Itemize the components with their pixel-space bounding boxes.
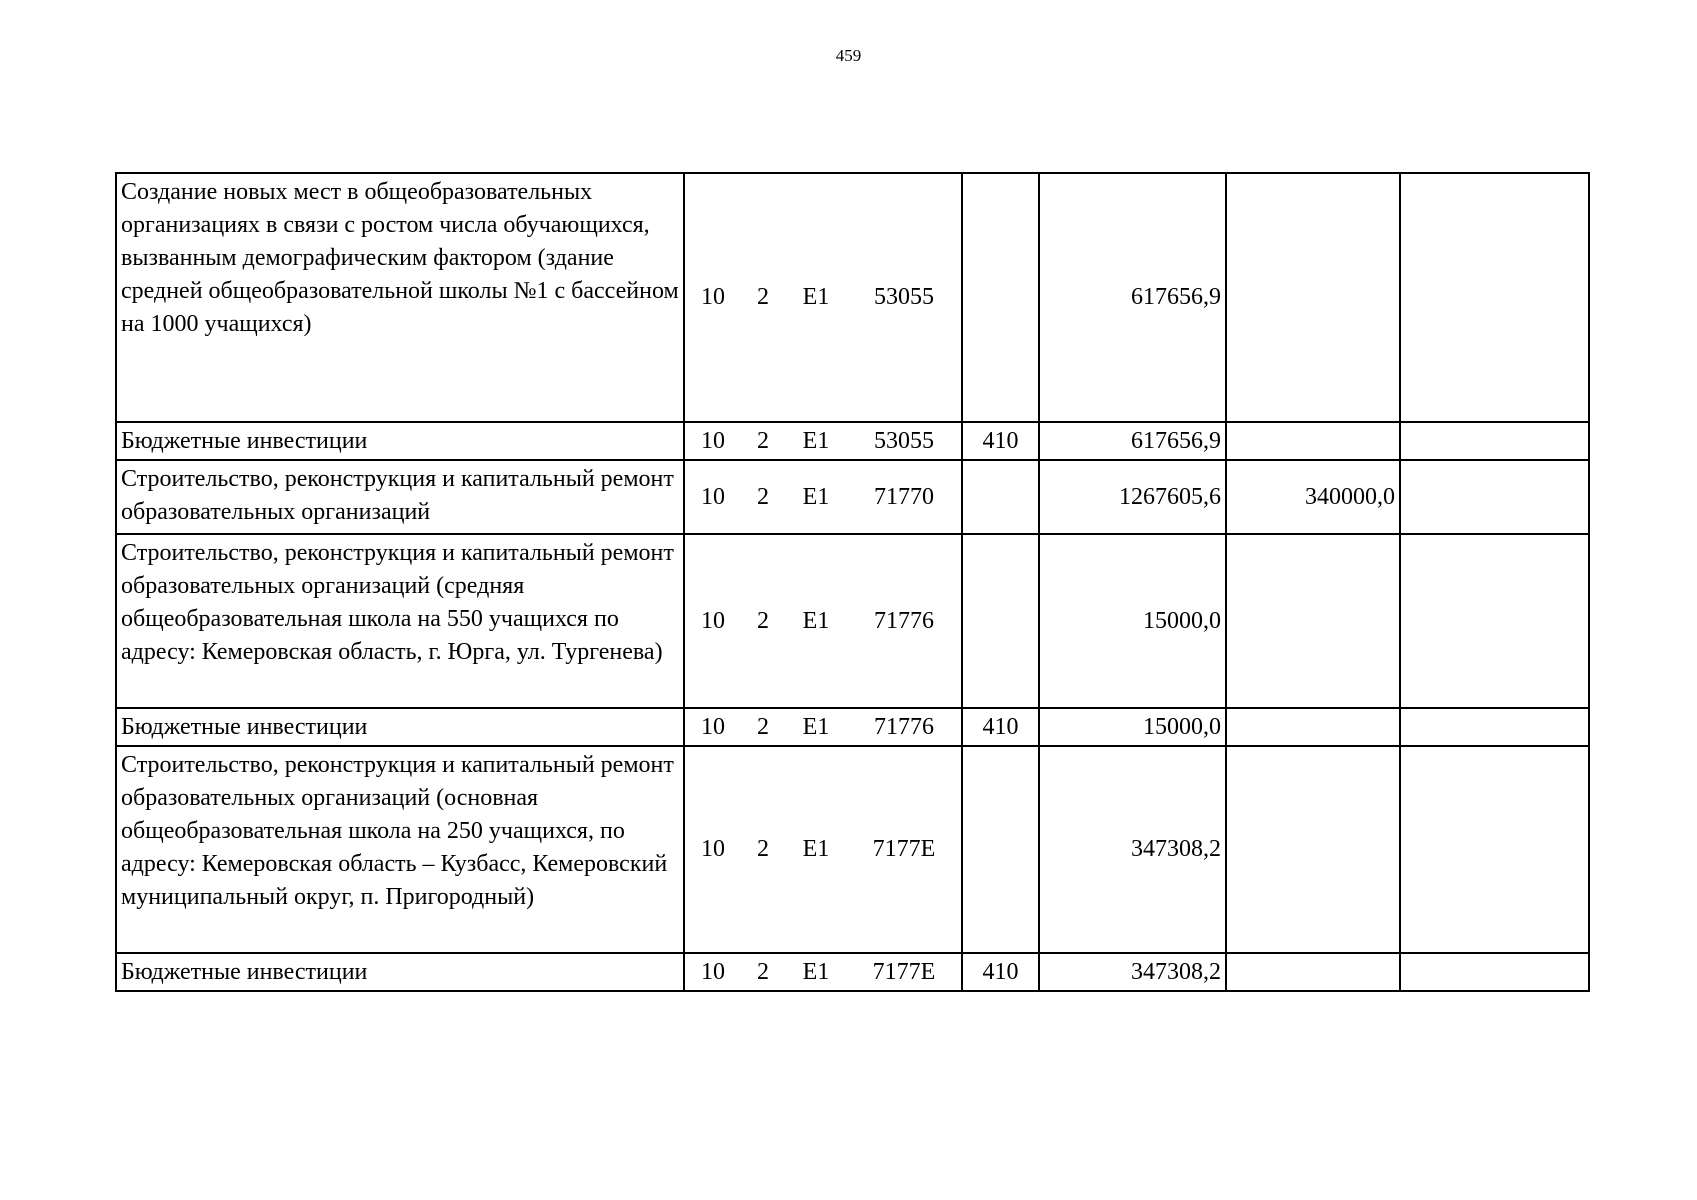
program-code: Е1 bbox=[802, 713, 830, 740]
row-name: Строительство, реконструкция и капитальный ремонт образовательных организаций (средняя общеобразовательная школа на 550 учащихся по адресу: Кемеровская область, г. Юрга, ул. Тургенева) bbox=[116, 534, 684, 708]
amount-2 bbox=[1226, 953, 1400, 991]
budget-table bbox=[115, 172, 1590, 992]
row-name: Строительство, реконструкция и капитальный ремонт образовательных организаций (основная общеобразовательная школа на 250 учащихся, по адресу: Кемеровская область – Кузбасс, Кемеровский муниципальный округ, п. Пригородный) bbox=[116, 746, 684, 953]
article-code: 71776 bbox=[874, 607, 934, 634]
program-code: Е1 bbox=[802, 836, 830, 862]
amount-1: 347308,2 bbox=[1039, 953, 1226, 991]
subsection-code: 2 bbox=[757, 483, 769, 510]
amount-2: 340000,0 bbox=[1226, 460, 1400, 534]
table-row bbox=[116, 173, 1589, 422]
amount-1: 617656,9 bbox=[1039, 422, 1226, 460]
subsection-code: 2 bbox=[757, 284, 769, 310]
amount-3 bbox=[1400, 534, 1589, 708]
expense-type bbox=[962, 173, 1039, 422]
subsection-code: 2 bbox=[757, 427, 769, 454]
table-row bbox=[116, 708, 1589, 746]
program-code: Е1 bbox=[802, 958, 830, 985]
subsection-code: 2 bbox=[757, 713, 769, 740]
amount-2 bbox=[1226, 708, 1400, 746]
section-code: 10 bbox=[701, 958, 725, 985]
amount-3 bbox=[1400, 953, 1589, 991]
article-code: 71770 bbox=[874, 483, 934, 510]
section-code: 10 bbox=[701, 607, 725, 634]
article-code: 53055 bbox=[874, 284, 934, 310]
row-name: Бюджетные инвестиции bbox=[116, 953, 684, 991]
section-code: 10 bbox=[701, 836, 725, 862]
row-name: Строительство, реконструкция и капитальный ремонт образовательных организаций bbox=[116, 460, 684, 534]
amount-1: 15000,0 bbox=[1039, 534, 1226, 708]
article-code: 71776 bbox=[874, 713, 934, 740]
table-row bbox=[116, 534, 1589, 708]
expense-type: 410 bbox=[962, 953, 1039, 991]
article-code: 7177Е bbox=[872, 958, 936, 985]
amount-1: 347308,2 bbox=[1039, 746, 1226, 953]
section-code: 10 bbox=[701, 427, 725, 454]
article-code: 7177Е bbox=[872, 836, 936, 862]
amount-1: 15000,0 bbox=[1039, 708, 1226, 746]
section-code: 10 bbox=[701, 284, 725, 310]
article-code: 53055 bbox=[874, 427, 934, 454]
amount-3 bbox=[1400, 422, 1589, 460]
table-row bbox=[116, 953, 1589, 991]
row-name: Бюджетные инвестиции bbox=[116, 422, 684, 460]
amount-3 bbox=[1400, 460, 1589, 534]
expense-type bbox=[962, 746, 1039, 953]
program-code: Е1 bbox=[802, 607, 830, 634]
program-code: Е1 bbox=[802, 427, 830, 454]
table-row bbox=[116, 460, 1589, 534]
subsection-code: 2 bbox=[757, 958, 769, 985]
row-name: Создание новых мест в общеобразовательных организациях в связи с ростом числа обучающихся, вызванным демографическим фактором (здание средней общеобразовательной школы №1 с бассейном на 1000 учащихся) bbox=[116, 173, 684, 422]
row-codes bbox=[684, 460, 962, 534]
row-codes bbox=[684, 953, 962, 991]
row-name: Бюджетные инвестиции bbox=[116, 708, 684, 746]
program-code: Е1 bbox=[802, 284, 830, 310]
row-codes bbox=[684, 534, 962, 708]
table-row bbox=[116, 746, 1589, 953]
amount-2 bbox=[1226, 746, 1400, 953]
subsection-code: 2 bbox=[757, 607, 769, 634]
subsection-code: 2 bbox=[757, 836, 769, 862]
amount-2 bbox=[1226, 422, 1400, 460]
amount-1: 617656,9 bbox=[1039, 173, 1226, 422]
expense-type bbox=[962, 534, 1039, 708]
row-codes bbox=[684, 173, 962, 422]
amount-2 bbox=[1226, 534, 1400, 708]
amount-3 bbox=[1400, 708, 1589, 746]
amount-3 bbox=[1400, 173, 1589, 422]
row-codes bbox=[684, 708, 962, 746]
amount-1: 1267605,6 bbox=[1039, 460, 1226, 534]
row-codes bbox=[684, 746, 962, 953]
expense-type: 410 bbox=[962, 422, 1039, 460]
expense-type: 410 bbox=[962, 708, 1039, 746]
section-code: 10 bbox=[701, 713, 725, 740]
amount-2 bbox=[1226, 173, 1400, 422]
section-code: 10 bbox=[701, 483, 725, 510]
table-row bbox=[116, 422, 1589, 460]
program-code: Е1 bbox=[802, 483, 830, 510]
expense-type bbox=[962, 460, 1039, 534]
amount-3 bbox=[1400, 746, 1589, 953]
row-codes bbox=[684, 422, 962, 460]
page-number: 459 bbox=[835, 46, 862, 65]
